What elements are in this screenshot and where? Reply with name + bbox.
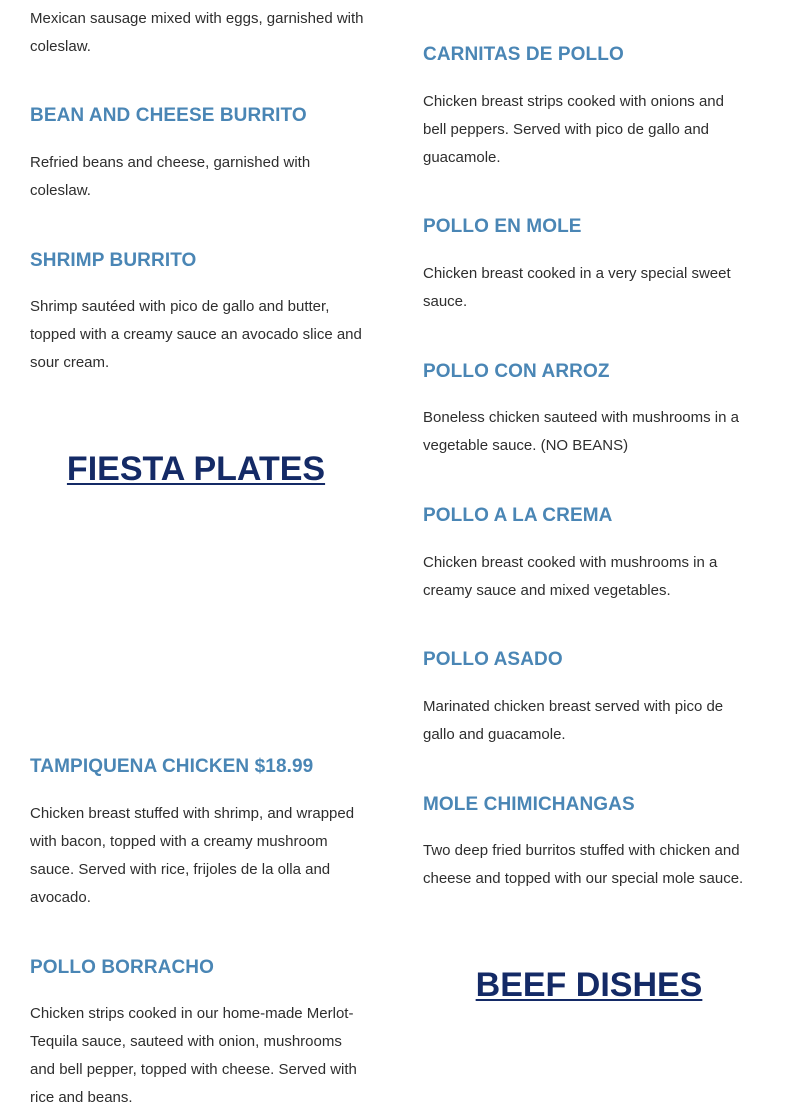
menu-item-title: TAMPIQUENA CHICKEN $18.99 [30, 756, 314, 777]
menu-item-description: Two deep fried burritos stuffed with chicken and cheese and topped with our special mole sauce. [423, 842, 744, 887]
menu-item-description: Chicken breast stuffed with shrimp, and wrapped with bacon, topped with a creamy mushroom sauce. Served with rice, frijoles de la olla and avocado. [30, 805, 355, 906]
menu-item-title: SHRIMP BURRITO [30, 250, 197, 271]
menu-item-description: Marinated chicken breast served with pico de gallo and guacamole. [423, 698, 724, 743]
menu-item-description: Shrimp sautéed with pico de gallo and butter, topped with a creamy sauce an avocado slice and sour cream. [30, 298, 362, 371]
section-heading-beef-dishes: BEEF DISHES [475, 966, 703, 1004]
menu-item-title: CARNITAS DE POLLO [423, 44, 624, 65]
menu-item-description: Mexican sausage mixed with eggs, garnished with coleslaw. [30, 10, 364, 55]
menu-item-description: Chicken breast cooked in a very special sweet sauce. [423, 265, 731, 310]
menu-item-title: POLLO A LA CREMA [423, 505, 613, 526]
menu-item-description: Boneless chicken sauteed with mushrooms in a vegetable sauce. (NO BEANS) [423, 409, 739, 454]
menu-item-title: POLLO EN MOLE [423, 216, 582, 237]
menu-item-title: POLLO BORRACHO [30, 957, 215, 978]
menu-item-title: POLLO ASADO [423, 649, 563, 670]
menu-item-description: Refried beans and cheese, garnished with coleslaw. [30, 154, 311, 199]
menu-item-description: Chicken breast strips cooked with onions and bell peppers. Served with pico de gallo and guacamole. [423, 93, 724, 166]
menu-item-description: Chicken breast cooked with mushrooms in a creamy sauce and mixed vegetables. [423, 554, 718, 599]
menu-item-title: POLLO CON ARROZ [423, 361, 610, 382]
section-heading-fiesta-plates: FIESTA PLATES [66, 450, 326, 488]
menu-item-title: MOLE CHIMICHANGAS [423, 794, 635, 815]
menu-item-title: BEAN AND CHEESE BURRITO [30, 105, 307, 126]
menu-item-description: Chicken strips cooked in our home-made Merlot-Tequila sauce, sauteed with onion, mushrooms and bell pepper, topped with cheese. Served with rice and beans. [30, 1005, 357, 1106]
